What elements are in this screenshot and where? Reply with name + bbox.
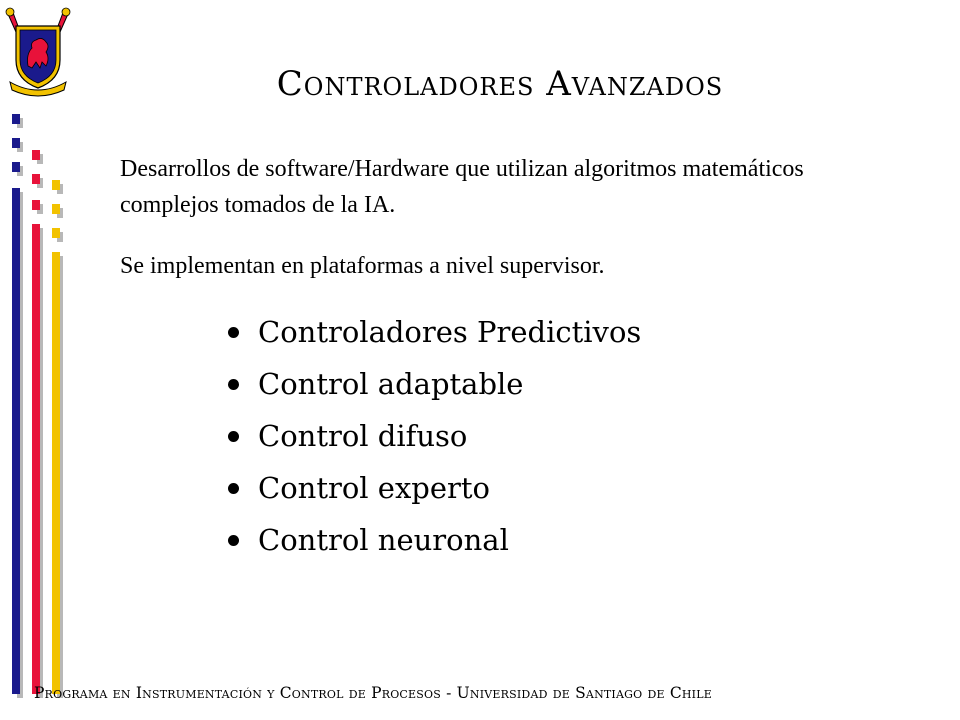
bullet-icon (228, 379, 239, 390)
bullet-text: Control neuronal (258, 523, 509, 557)
slide-title: Controladores Avanzados (276, 64, 724, 104)
list-item (228, 462, 641, 514)
bullet-icon (228, 483, 239, 494)
bullet-icon (228, 327, 239, 338)
bullet-text: Controladores Predictivos (258, 315, 642, 349)
bullet-list (228, 306, 641, 566)
bullet-text: Control experto (258, 471, 491, 505)
decorative-stripes (0, 0, 80, 720)
list-item (228, 306, 641, 358)
intro-paragraph-1: Desarrollos de software/Hardware que utilizan algoritmos matemáticos complejos tomados de la IA. (120, 156, 804, 218)
bullet-text: Control difuso (258, 419, 468, 453)
bullet-icon (228, 431, 239, 442)
list-item (228, 358, 641, 410)
list-item (228, 410, 641, 462)
bullet-text: Control adaptable (258, 367, 524, 401)
intro-paragraph-2: Se implementan en plataformas a nivel supervisor. (120, 253, 605, 279)
list-item (228, 514, 641, 566)
bullet-icon (228, 535, 239, 546)
slide-footer: Programa en Instrumentación y Control de Procesos - Universidad de Santiago de Chile (34, 684, 712, 702)
